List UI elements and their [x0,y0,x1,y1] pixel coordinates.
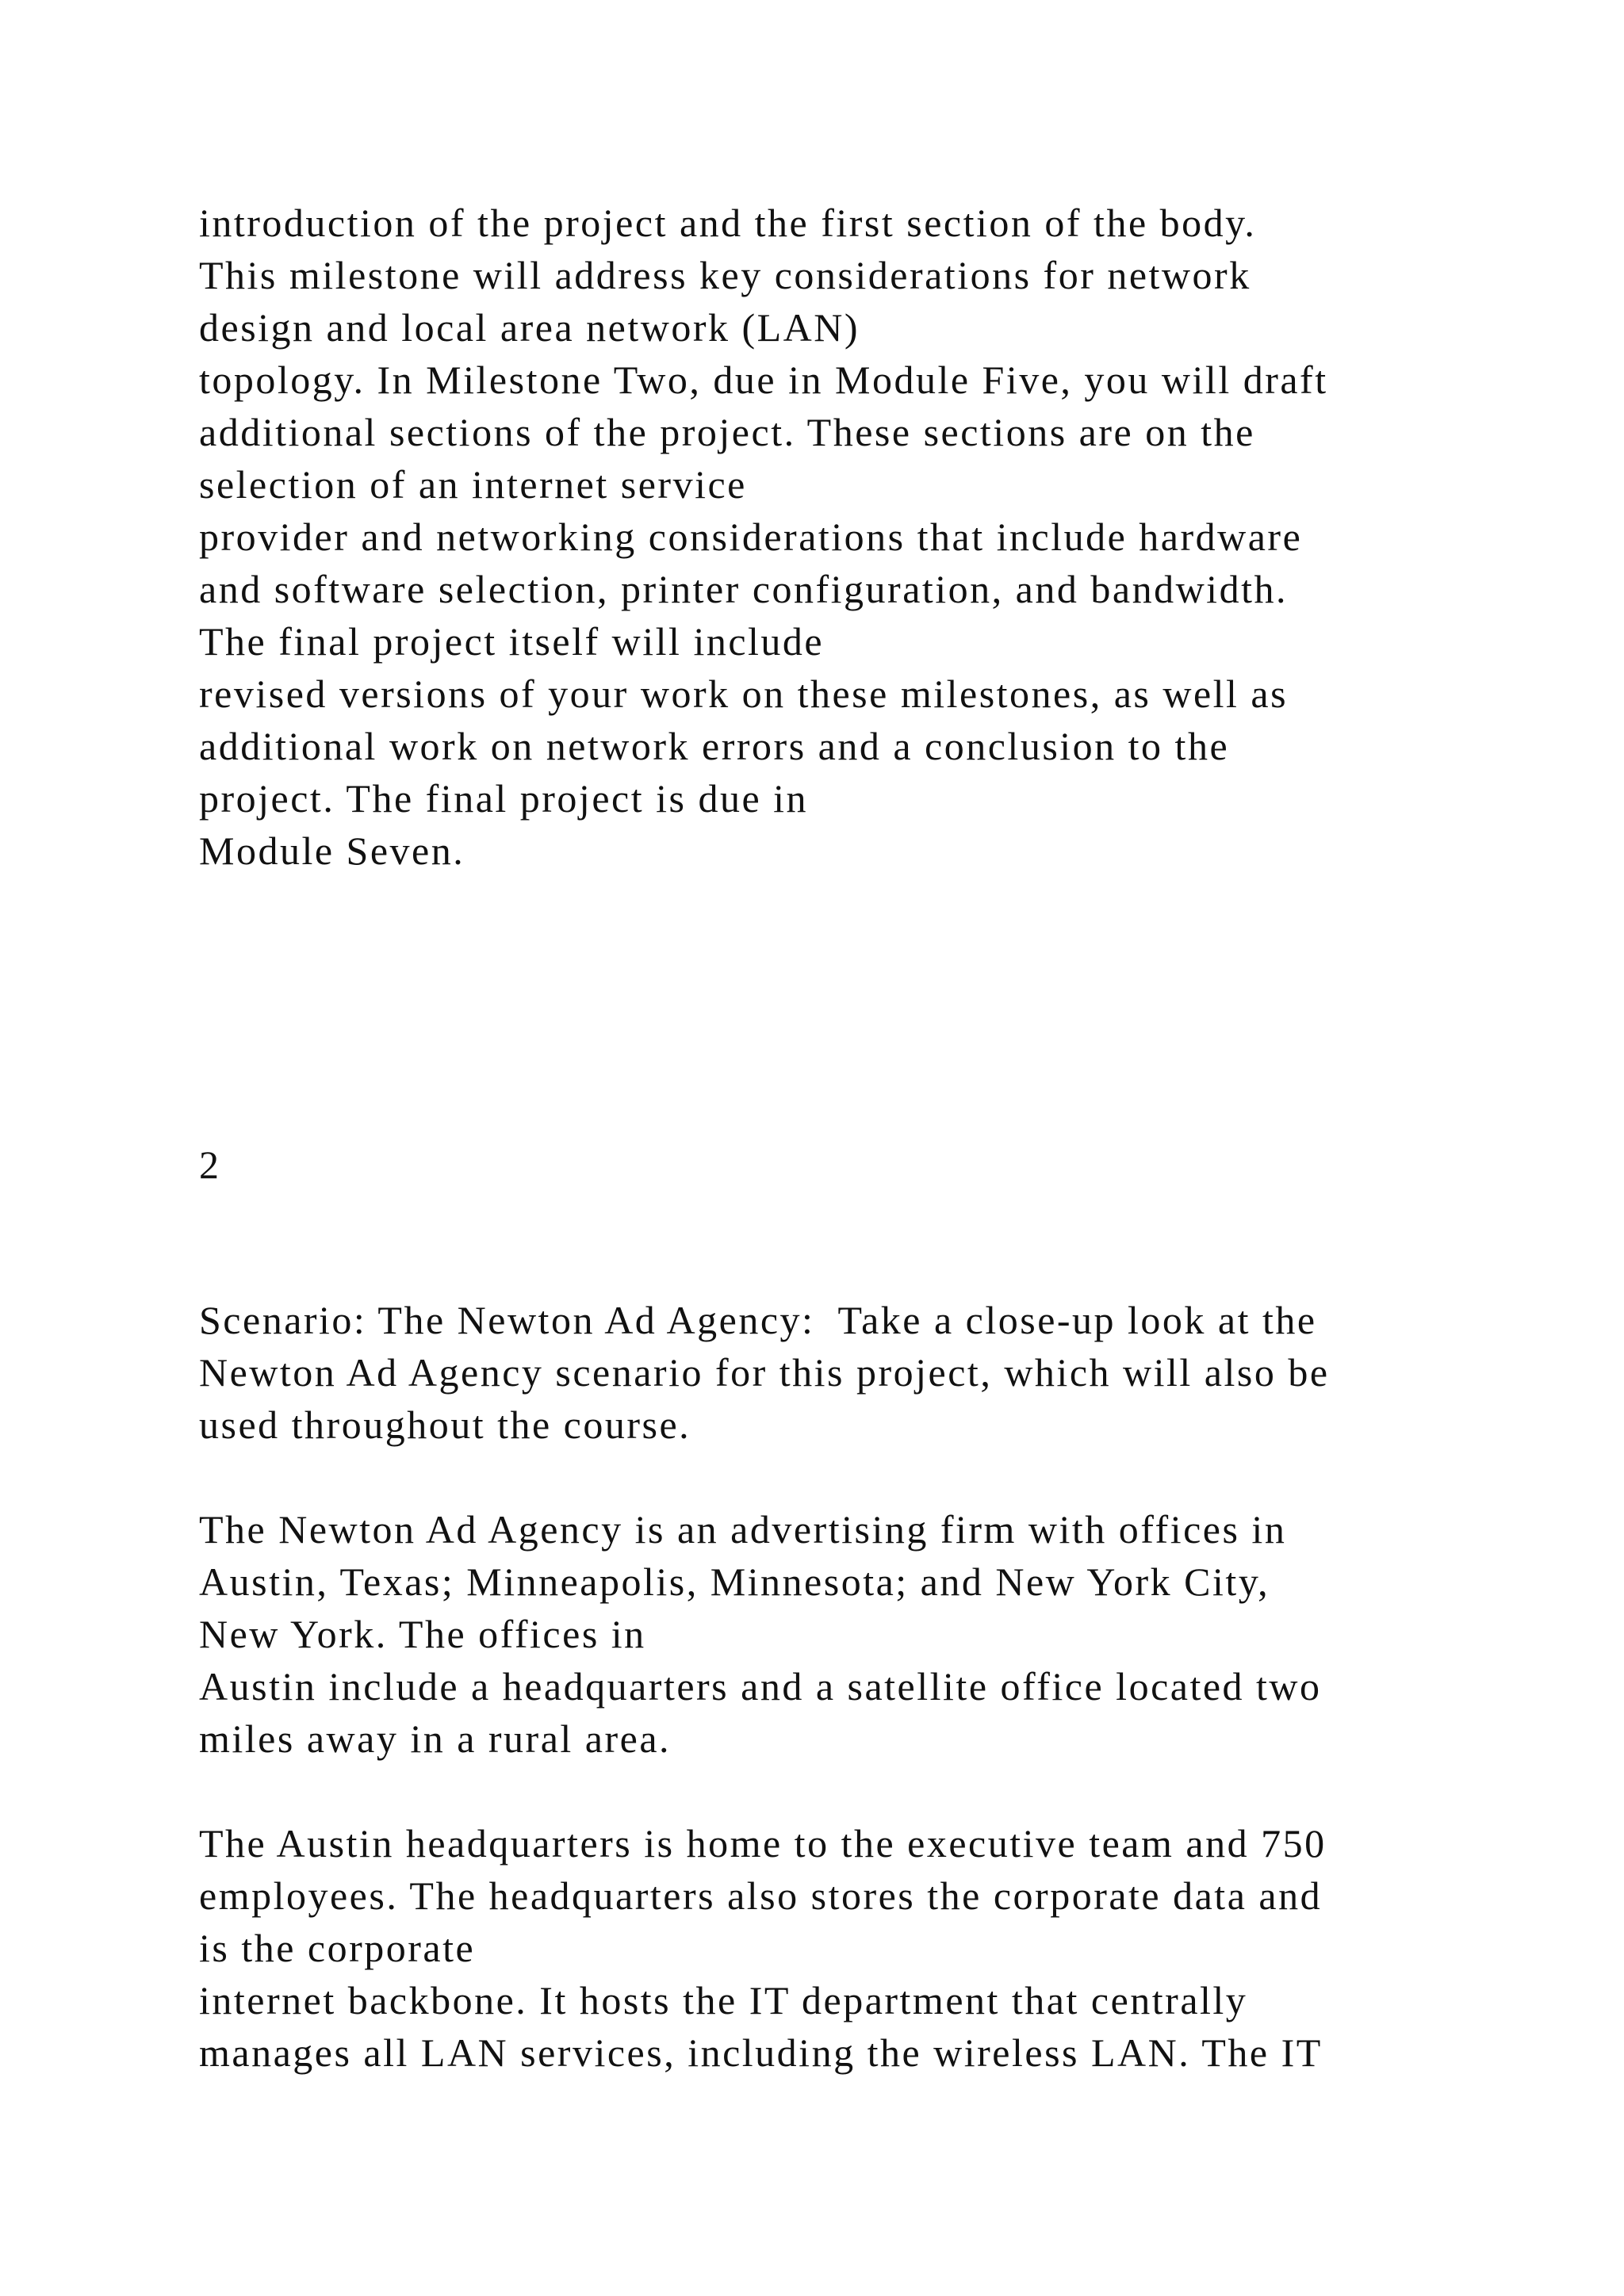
text-line: internet backbone. It hosts the IT department that centrally [199,1978,1248,2022]
text-line: used throughout the course. [199,1402,691,1447]
text-line: design and local area network (LAN) [199,305,860,350]
text-line: is the corporate [199,1926,476,1970]
text-line: miles away in a rural area. [199,1716,672,1761]
text-line: Module Seven. [199,828,465,873]
text-line: additional sections of the project. These sections are on the [199,410,1255,454]
text-line: employees. The headquarters also stores the corporate data and [199,1873,1323,1918]
text-line: The Austin headquarters is home to the executive team and 750 [199,1821,1327,1866]
text-line: and software selection, printer configuration, and bandwidth. [199,567,1288,611]
text-line: This milestone will address key considerations for network [199,253,1251,297]
text-line: revised versions of your work on these milestones, as well as [199,672,1289,716]
text-line: provider and networking considerations that include hardware [199,515,1303,559]
text-line: The Newton Ad Agency is an advertising firm with offices in [199,1507,1287,1552]
text-line: additional work on network errors and a conclusion to the [199,724,1230,768]
text-line: Austin, Texas; Minneapolis, Minnesota; and New York City, [199,1559,1270,1604]
text-line: New York. The offices in [199,1612,646,1656]
text-line: Austin include a headquarters and a satellite office located two [199,1664,1322,1709]
text-line: Scenario: The Newton Ad Agency: Take a close-up look at the [199,1298,1317,1342]
text-line: project. The final project is due in [199,776,809,821]
text-line: introduction of the project and the first section of the body. [199,201,1257,245]
text-line: Newton Ad Agency scenario for this project, which will also be [199,1350,1330,1395]
text-line: topology. In Milestone Two, due in Module Five, you will draft [199,358,1328,402]
page-number: 2 [199,1142,221,1187]
text-line: manages all LAN services, including the wireless LAN. The IT [199,2030,1323,2075]
text-line: selection of an internet service [199,462,747,507]
text-line: The final project itself will include [199,619,825,664]
